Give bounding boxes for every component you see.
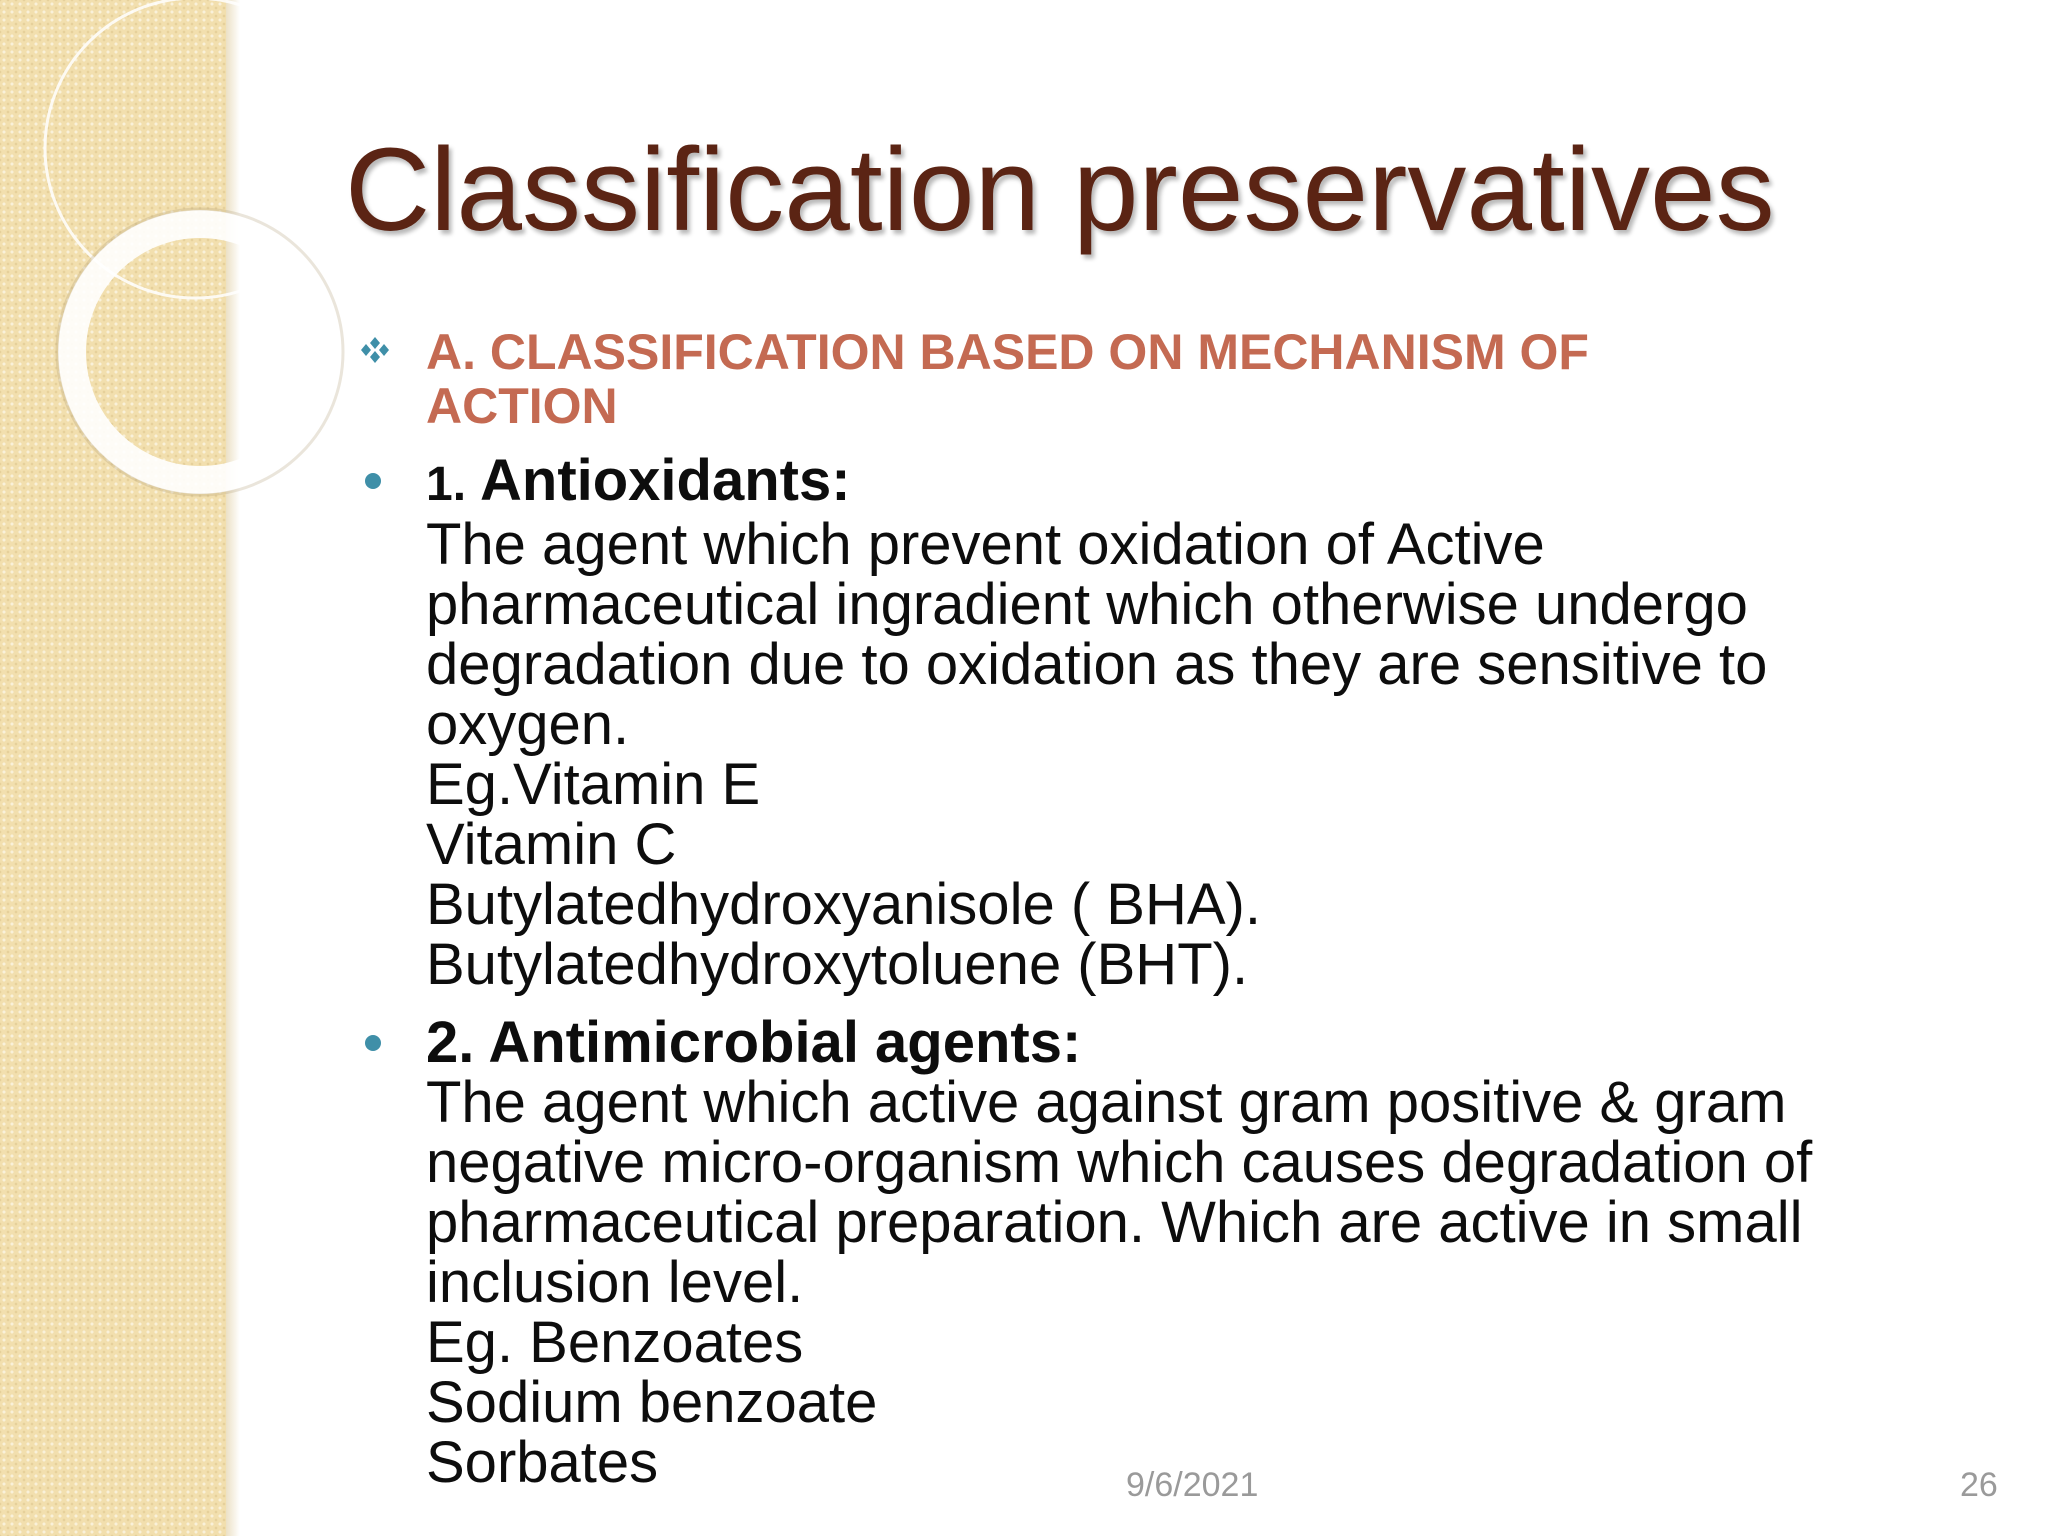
page-number: 26 xyxy=(1960,1466,1998,1504)
body-line: pharmaceutical ingradient which otherwise undergo xyxy=(426,572,1748,637)
small-ring xyxy=(72,224,328,480)
body-line: Eg. Benzoates xyxy=(426,1310,804,1375)
body-line: Vitamin C xyxy=(426,812,677,877)
item-heading: 2. Antimicrobial agents: xyxy=(426,1010,1082,1075)
item-heading xyxy=(426,448,1960,515)
body-line: Sorbates xyxy=(426,1430,659,1495)
body-line: inclusion level. xyxy=(426,1250,804,1315)
decorative-rings xyxy=(0,0,420,520)
slide-content xyxy=(360,325,1960,1493)
body-line: oxygen. xyxy=(426,692,630,757)
body-line: Butylatedhydroxyanisole ( BHA). xyxy=(426,872,1261,937)
body-line: pharmaceutical preparation. Which are active in small xyxy=(426,1190,1803,1255)
section-heading-line-1: A. CLASSIFICATION BASED ON MECHANISM OF xyxy=(426,324,1589,380)
body-line: Butylatedhydroxytoluene (BHT). xyxy=(426,932,1249,997)
dot-bullet-icon xyxy=(365,1035,381,1051)
body-line: negative micro-organism which causes degradation of xyxy=(426,1130,1813,1195)
body-line: Eg.Vitamin E xyxy=(426,752,761,817)
list-item-antioxidants xyxy=(360,448,1960,997)
slide-title: Classification preservatives xyxy=(345,124,1775,256)
diamond-cluster-icon xyxy=(360,335,390,365)
small-ring-shadow xyxy=(57,209,343,495)
list-item-antimicrobial xyxy=(360,1010,1960,1495)
item-title: Antioxidants: xyxy=(480,448,851,513)
body-line: The agent which active against gram positive & gram xyxy=(426,1070,1787,1135)
footer-date: 9/6/2021 xyxy=(1126,1466,1259,1504)
body-line: Sodium benzoate xyxy=(426,1370,878,1435)
item-number: 1. xyxy=(426,458,467,511)
section-heading-row xyxy=(360,325,1960,433)
body-line: The agent which prevent oxidation of Active xyxy=(426,512,1545,577)
dot-bullet-icon xyxy=(365,473,381,489)
body-line: degradation due to oxidation as they are sensitive to xyxy=(426,632,1768,697)
section-heading-line-2: ACTION xyxy=(426,378,618,434)
